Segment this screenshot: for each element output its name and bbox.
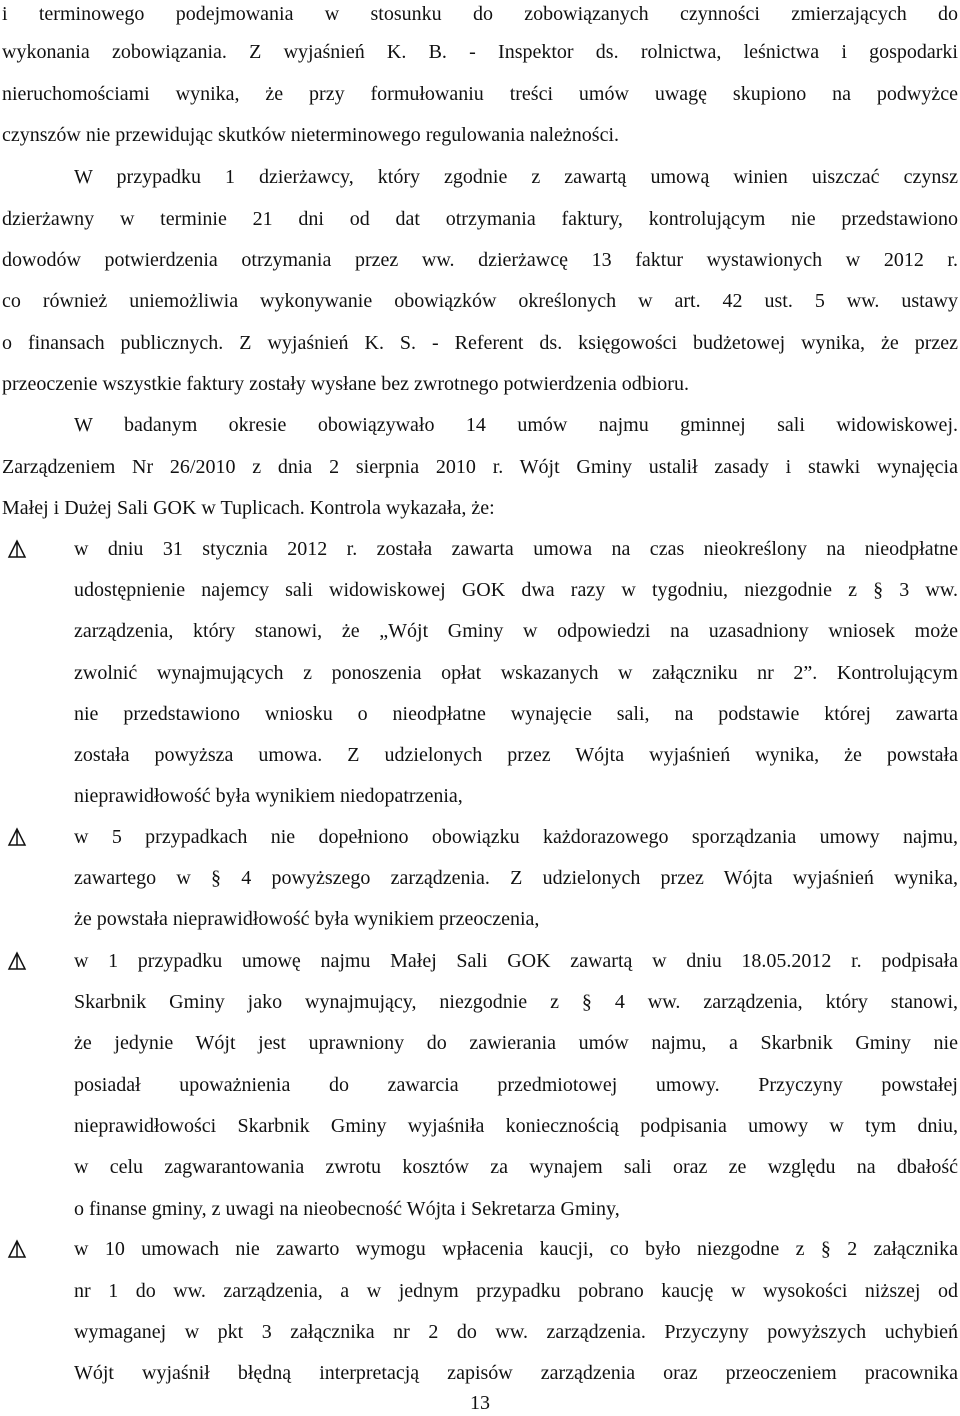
text-line: nieruchomościami wynika, że przy formułowaniu treści umów uwagę skupiono na podwyżce (2, 83, 958, 105)
bullet-text-line: o finanse gminy, z uwagi na nieobecność Wójta i Sekretarza Gminy, (74, 1198, 620, 1220)
text-line: Małej i Dużej Sali GOK w Tuplicach. Kontrola wykazała, że: (2, 497, 495, 519)
bullet-text-line: w 5 przypadkach nie dopełniono obowiązku każdorazowego sporządzania umowy najmu, (74, 826, 958, 848)
text-line: i terminowego podejmowania w stosunku do zobowiązanych czynności zmierzających do (2, 3, 958, 25)
bullet-triangle-icon (6, 1238, 28, 1260)
bullet-text-line: w dniu 31 stycznia 2012 r. została zawarta umowa na czas nieokreślony na nieodpłatne (74, 538, 958, 560)
bullet-text-line: zwolnić wynajmujących z ponoszenia opłat wskazanych w załączniku nr 2”. Kontrolującym (74, 662, 958, 684)
bullet-triangle-icon (6, 826, 28, 848)
bullet-text-line: w 10 umowach nie zawarto wymogu wpłacenia kaucji, co było niezgodne z § 2 załącznika (74, 1238, 958, 1260)
text-line: dzierżawny w terminie 21 dni od dat otrzymania faktury, kontrolującym nie przedstawiono (2, 208, 958, 230)
paragraph-first-line: W przypadku 1 dzierżawcy, który zgodnie z zawartą umową winien uiszczać czynsz (74, 166, 958, 188)
text-line: przeoczenie wszystkie faktury zostały wysłane bez zwrotnego potwierdzenia odbioru. (2, 373, 689, 395)
text-line: dowodów potwierdzenia otrzymania przez ww. dzierżawcę 13 faktur wystawionych w 2012 r. (2, 249, 958, 271)
paragraph-first-line: W badanym okresie obowiązywało 14 umów najmu gminnej sali widowiskowej. (74, 414, 958, 436)
bullet-text-line: zawartego w § 4 powyższego zarządzenia. Z udzielonych przez Wójta wyjaśnień wynika, (74, 867, 958, 889)
bullet-text-line: że jedynie Wójt jest uprawniony do zawierania umów najmu, a Skarbnik Gminy nie (74, 1032, 958, 1054)
bullet-text-line: Skarbnik Gminy jako wynajmujący, niezgodnie z § 4 ww. zarządzenia, który stanowi, (74, 991, 958, 1013)
bullet-text-line: nie przedstawiono wniosku o nieodpłatne wynajęcie sali, na podstawie której zawarta (74, 703, 958, 725)
bullet-text-line: nr 1 do ww. zarządzenia, a w jednym przypadku pobrano kaucję w wysokości niższej od (74, 1280, 958, 1302)
bullet-triangle-icon (6, 538, 28, 560)
text-line: o finansach publicznych. Z wyjaśnień K. S. - Referent ds. księgowości budżetowej wynika, że przez (2, 332, 958, 354)
bullet-triangle-icon (6, 950, 28, 972)
bullet-text-line: wymaganej w pkt 3 załącznika nr 2 do ww. zarządzenia. Przyczyny powyższych uchybień (74, 1321, 958, 1343)
page-number: 13 (470, 1392, 490, 1414)
bullet-text-line: posiadał upoważnienia do zawarcia przedmiotowej umowy. Przyczyny powstałej (74, 1074, 958, 1096)
bullet-text-line: w 1 przypadku umowę najmu Małej Sali GOK zawartą w dniu 18.05.2012 r. podpisała (74, 950, 958, 972)
text-line: wykonania zobowiązania. Z wyjaśnień K. B. - Inspektor ds. rolnictwa, leśnictwa i gospodarki (2, 41, 958, 63)
bullet-text-line: że powstała nieprawidłowość była wynikiem przeoczenia, (74, 908, 540, 930)
bullet-text-line: udostępnienie najemcy sali widowiskowej GOK dwa razy w tygodniu, niezgodnie z § 3 ww. (74, 579, 958, 601)
bullet-text-line: nieprawidłowość była wynikiem niedopatrzenia, (74, 785, 463, 807)
bullet-text-line: została powyższa umowa. Z udzielonych przez Wójta wyjaśnień wynika, że powstała (74, 744, 958, 766)
bullet-text-line: w celu zagwarantowania zwrotu kosztów za wynajem sali oraz ze względu na dbałość (74, 1156, 958, 1178)
text-line: co również uniemożliwia wykonywanie obowiązków określonych w art. 42 ust. 5 ww. ustawy (2, 290, 958, 312)
text-line: Zarządzeniem Nr 26/2010 z dnia 2 sierpnia 2010 r. Wójt Gminy ustalił zasady i stawki wynajęcia (2, 456, 958, 478)
bullet-text-line: Wójt wyjaśnił błędną interpretacją zapisów zarządzenia oraz przeoczeniem pracownika (74, 1362, 958, 1384)
bullet-text-line: zarządzenia, który stanowi, że „Wójt Gminy w odpowiedzi na uzasadniony wniosek może (74, 620, 958, 642)
text-line: czynszów nie przewidując skutków nieterminowego regulowania należności. (2, 124, 620, 146)
bullet-text-line: nieprawidłowości Skarbnik Gminy wyjaśniła koniecznością podpisania umowy w tym dniu, (74, 1115, 958, 1137)
